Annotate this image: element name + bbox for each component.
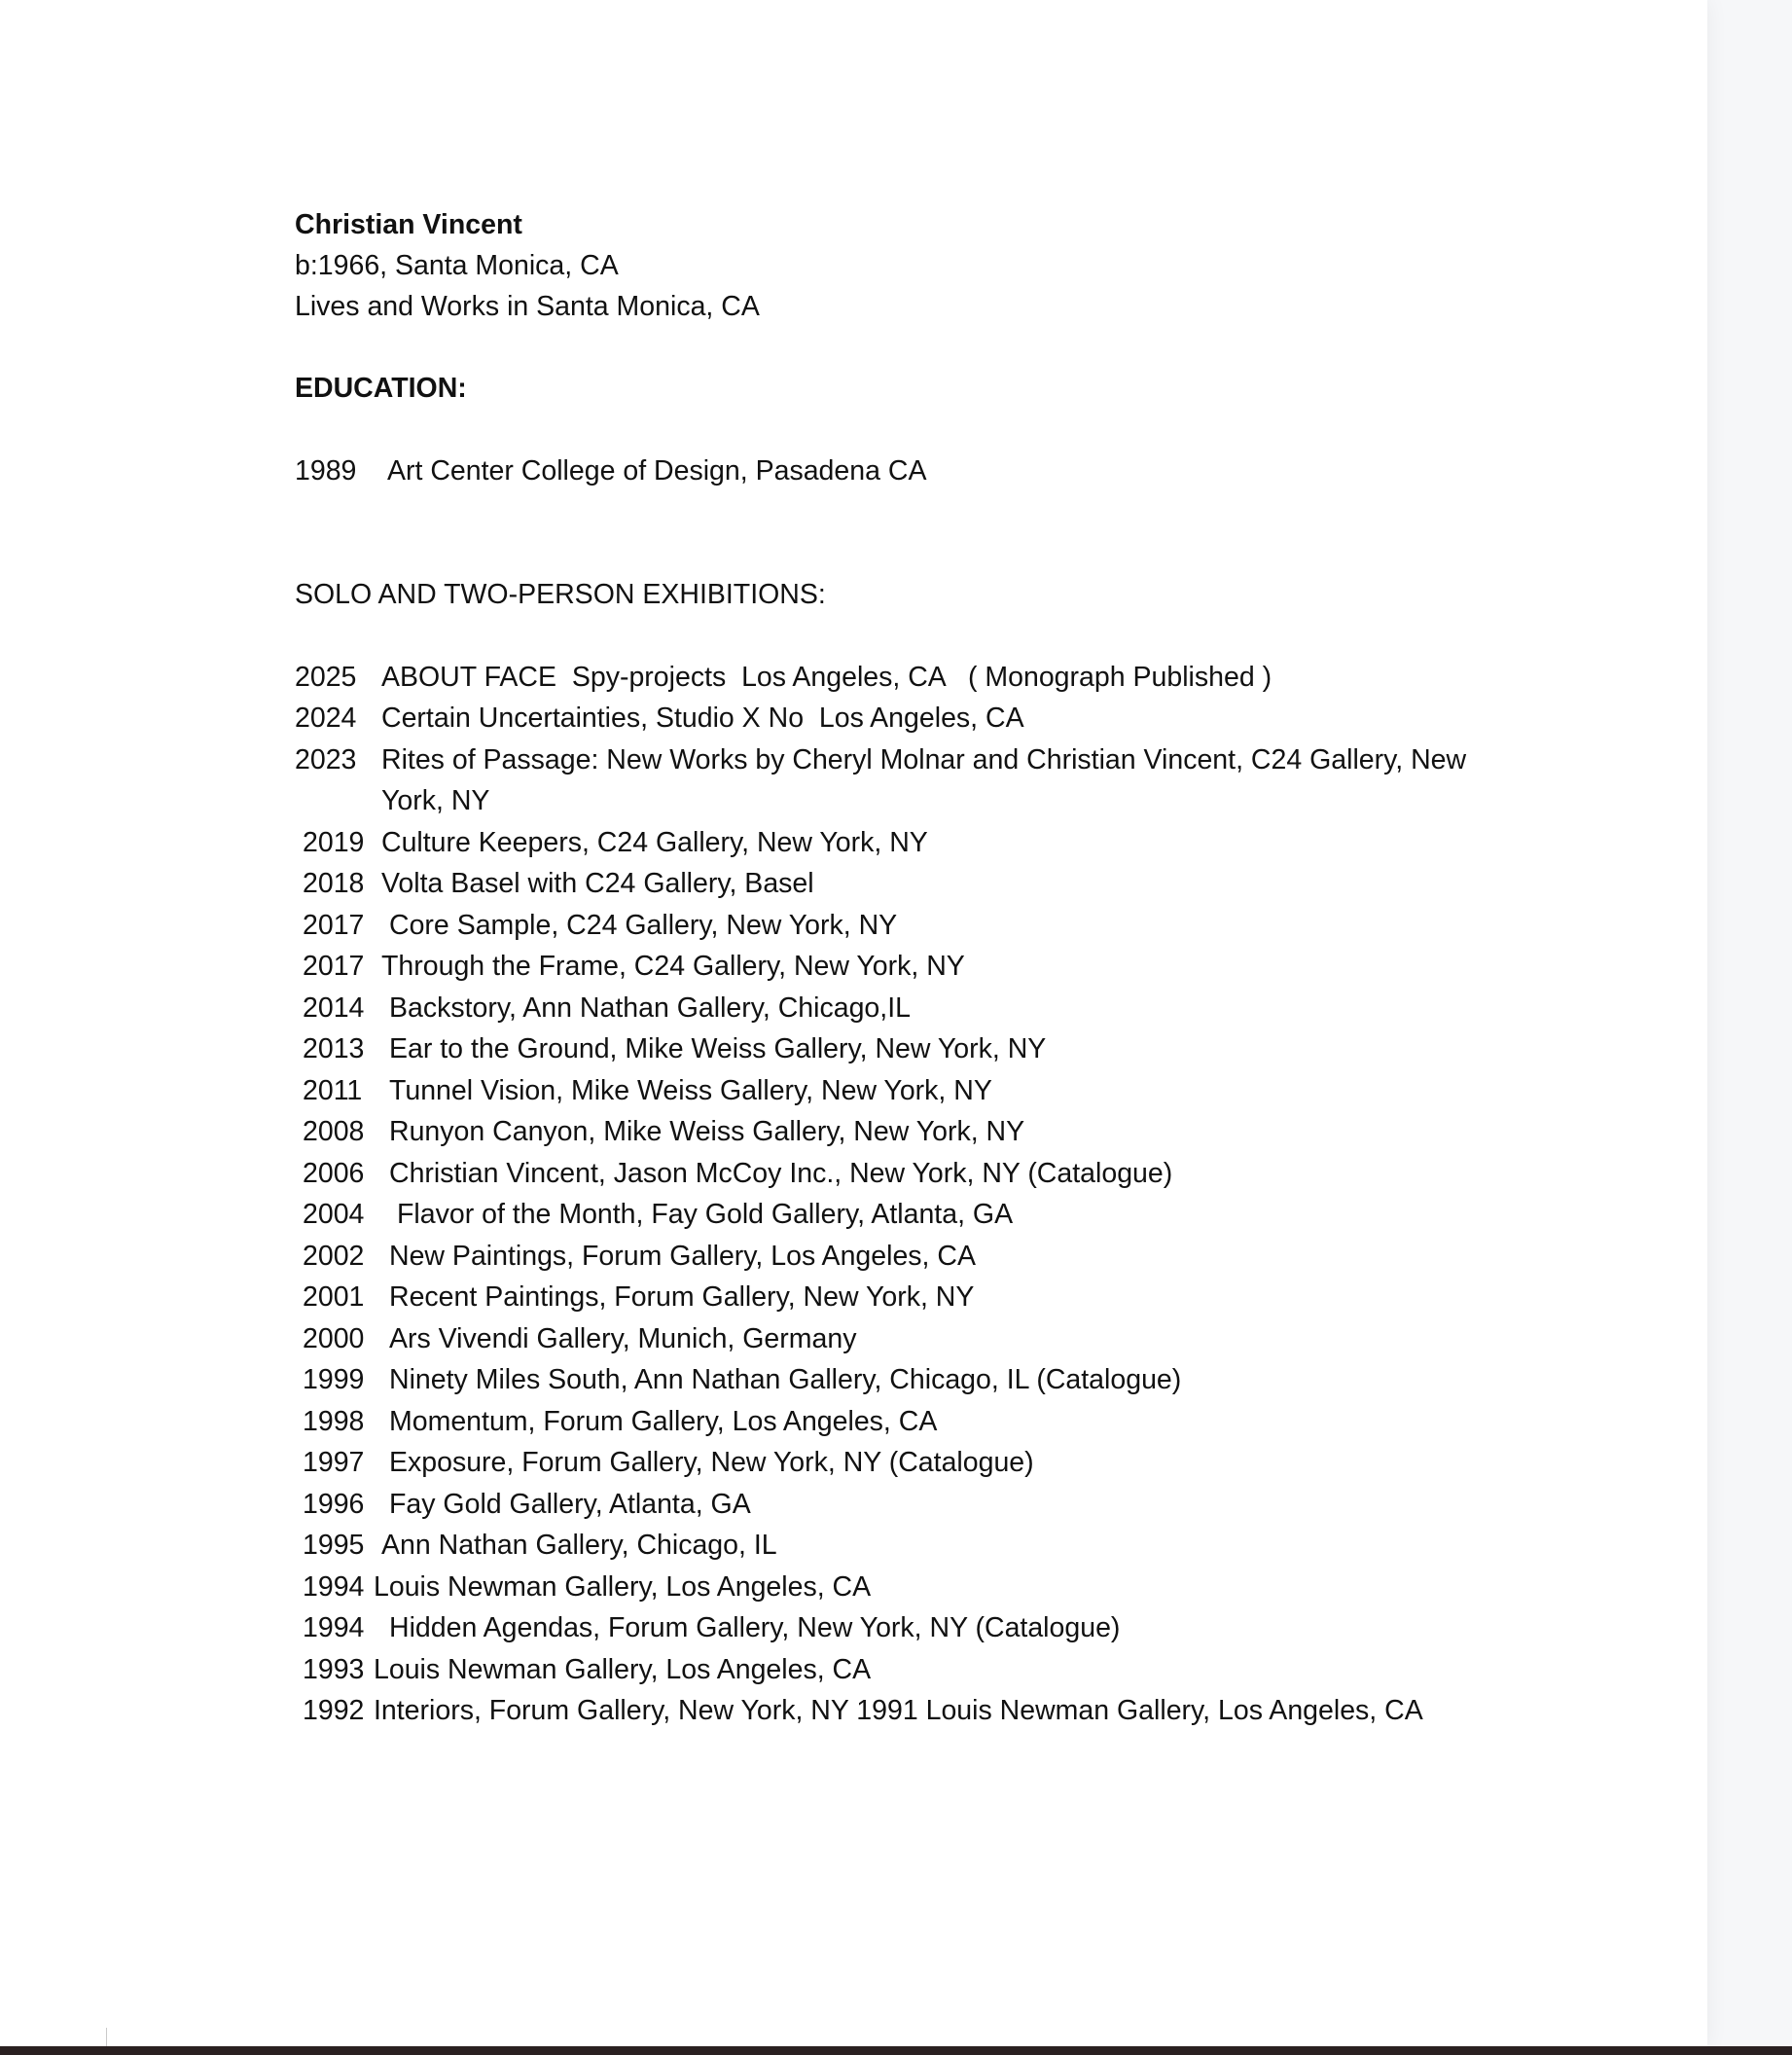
exhibition-year: 2011 bbox=[303, 1075, 363, 1106]
birth-info: b:1966, Santa Monica, CA bbox=[295, 250, 619, 281]
residence-info: Lives and Works in Santa Monica, CA bbox=[295, 291, 760, 322]
exhibition-text: Flavor of the Month, Fay Gold Gallery, Atlanta, GA bbox=[397, 1199, 1014, 1230]
exhibition-entry bbox=[295, 988, 1559, 1028]
exhibition-text: Louis Newman Gallery, Los Angeles, CA bbox=[374, 1654, 872, 1685]
exhibition-text: New Paintings, Forum Gallery, Los Angeles, CA bbox=[389, 1241, 976, 1272]
exhibition-entry bbox=[295, 657, 1559, 698]
exhibition-year: 1995 bbox=[303, 1530, 365, 1561]
exhibition-text: Ninety Miles South, Ann Nathan Gallery, Chicago, IL (Catalogue) bbox=[389, 1364, 1182, 1395]
exhibition-text: ABOUT FACE Spy-projects Los Angeles, CA ( Monograph Published ) bbox=[381, 662, 1272, 693]
exhibition-entry bbox=[295, 1153, 1559, 1194]
exhibition-year: 1994 bbox=[303, 1571, 365, 1603]
exhibition-text: Rites of Passage: New Works by Cheryl Molnar and Christian Vincent, C24 Gallery, New bbox=[381, 744, 1467, 775]
exhibition-year: 1996 bbox=[303, 1489, 365, 1520]
exhibition-year: 1993 bbox=[303, 1654, 365, 1685]
exhibition-text: Recent Paintings, Forum Gallery, New York, NY bbox=[389, 1281, 975, 1313]
exhibition-entry bbox=[295, 1111, 1559, 1152]
exhibition-entry bbox=[295, 946, 1559, 987]
exhibition-entry bbox=[295, 1318, 1559, 1359]
exhibition-year: 1998 bbox=[303, 1406, 365, 1437]
exhibitions-heading: SOLO AND TWO-PERSON EXHIBITIONS: bbox=[295, 579, 826, 610]
exhibition-entry bbox=[295, 1028, 1559, 1069]
exhibition-entry bbox=[295, 1236, 1559, 1277]
education-text: Art Center College of Design, Pasadena CA bbox=[387, 455, 927, 487]
exhibition-entry bbox=[295, 1277, 1559, 1317]
exhibition-entry bbox=[295, 1567, 1559, 1607]
exhibition-entry bbox=[295, 1194, 1559, 1235]
exhibition-year: 2001 bbox=[303, 1281, 365, 1313]
exhibition-entry bbox=[295, 905, 1559, 946]
exhibition-text: Exposure, Forum Gallery, New York, NY (Catalogue) bbox=[389, 1447, 1034, 1478]
exhibition-year: 2006 bbox=[303, 1158, 365, 1189]
artist-name: Christian Vincent bbox=[295, 209, 522, 240]
scroll-marker bbox=[106, 2028, 107, 2046]
exhibition-text: Certain Uncertainties, Studio X No Los Angeles, CA bbox=[381, 703, 1024, 734]
exhibition-entry bbox=[295, 822, 1559, 863]
exhibition-year: 1999 bbox=[303, 1364, 365, 1395]
exhibition-entry bbox=[295, 1525, 1559, 1566]
exhibition-year: 2024 bbox=[295, 703, 357, 734]
exhibition-year: 2013 bbox=[303, 1033, 365, 1064]
exhibition-year: 1997 bbox=[303, 1447, 365, 1478]
exhibition-text: Interiors, Forum Gallery, New York, NY 1991 Louis Newman Gallery, Los Angeles, CA bbox=[374, 1695, 1423, 1726]
exhibition-text: Through the Frame, C24 Gallery, New York, NY bbox=[381, 951, 965, 982]
bottom-edge-bar bbox=[0, 2046, 1792, 2055]
exhibition-text: Fay Gold Gallery, Atlanta, GA bbox=[389, 1489, 751, 1520]
exhibition-year: 1994 bbox=[303, 1612, 365, 1643]
exhibition-entry-continuation bbox=[295, 780, 1559, 821]
exhibition-entry bbox=[295, 863, 1559, 904]
exhibition-year: 2014 bbox=[303, 992, 365, 1024]
exhibition-entry bbox=[295, 1401, 1559, 1442]
exhibition-entry bbox=[295, 1484, 1559, 1525]
exhibition-text: Runyon Canyon, Mike Weiss Gallery, New York, NY bbox=[389, 1116, 1025, 1147]
exhibition-text: York, NY bbox=[381, 785, 490, 816]
exhibition-entry bbox=[295, 1649, 1559, 1690]
exhibition-year: 2017 bbox=[303, 910, 365, 941]
exhibition-entry bbox=[295, 698, 1559, 739]
exhibition-text: Louis Newman Gallery, Los Angeles, CA bbox=[374, 1571, 872, 1603]
exhibition-year: 1992 bbox=[303, 1695, 365, 1726]
exhibition-entry bbox=[295, 1070, 1559, 1111]
exhibition-text: Core Sample, C24 Gallery, New York, NY bbox=[389, 910, 898, 941]
exhibition-text: Momentum, Forum Gallery, Los Angeles, CA bbox=[389, 1406, 938, 1437]
exhibition-entry bbox=[295, 739, 1559, 780]
exhibition-year: 2004 bbox=[303, 1199, 365, 1230]
exhibition-entry bbox=[295, 1607, 1559, 1648]
exhibition-text: Tunnel Vision, Mike Weiss Gallery, New York, NY bbox=[389, 1075, 992, 1106]
exhibition-text: Ann Nathan Gallery, Chicago, IL bbox=[381, 1530, 777, 1561]
exhibition-entry bbox=[295, 1690, 1559, 1731]
exhibition-year: 2000 bbox=[303, 1323, 365, 1354]
exhibition-year: 2025 bbox=[295, 662, 357, 693]
exhibition-year: 2008 bbox=[303, 1116, 365, 1147]
exhibition-year: 2023 bbox=[295, 744, 357, 775]
exhibition-text: Culture Keepers, C24 Gallery, New York, NY bbox=[381, 827, 928, 858]
exhibition-text: Backstory, Ann Nathan Gallery, Chicago,IL bbox=[389, 992, 911, 1024]
exhibition-text: Volta Basel with C24 Gallery, Basel bbox=[381, 868, 814, 899]
education-heading: EDUCATION: bbox=[295, 373, 467, 404]
exhibition-entry bbox=[295, 1359, 1559, 1400]
exhibition-text: Hidden Agendas, Forum Gallery, New York, NY (Catalogue) bbox=[389, 1612, 1121, 1643]
exhibition-year: 2002 bbox=[303, 1241, 365, 1272]
exhibition-text: Ars Vivendi Gallery, Munich, Germany bbox=[389, 1323, 857, 1354]
exhibition-year: 2019 bbox=[303, 827, 365, 858]
exhibition-year: 2018 bbox=[303, 868, 365, 899]
exhibition-text: Ear to the Ground, Mike Weiss Gallery, New York, NY bbox=[389, 1033, 1047, 1064]
exhibition-entry bbox=[295, 1442, 1559, 1483]
exhibition-text: Christian Vincent, Jason McCoy Inc., New York, NY (Catalogue) bbox=[389, 1158, 1173, 1189]
education-year: 1989 bbox=[295, 455, 357, 487]
education-entry bbox=[295, 451, 1559, 491]
exhibition-year: 2017 bbox=[303, 951, 365, 982]
